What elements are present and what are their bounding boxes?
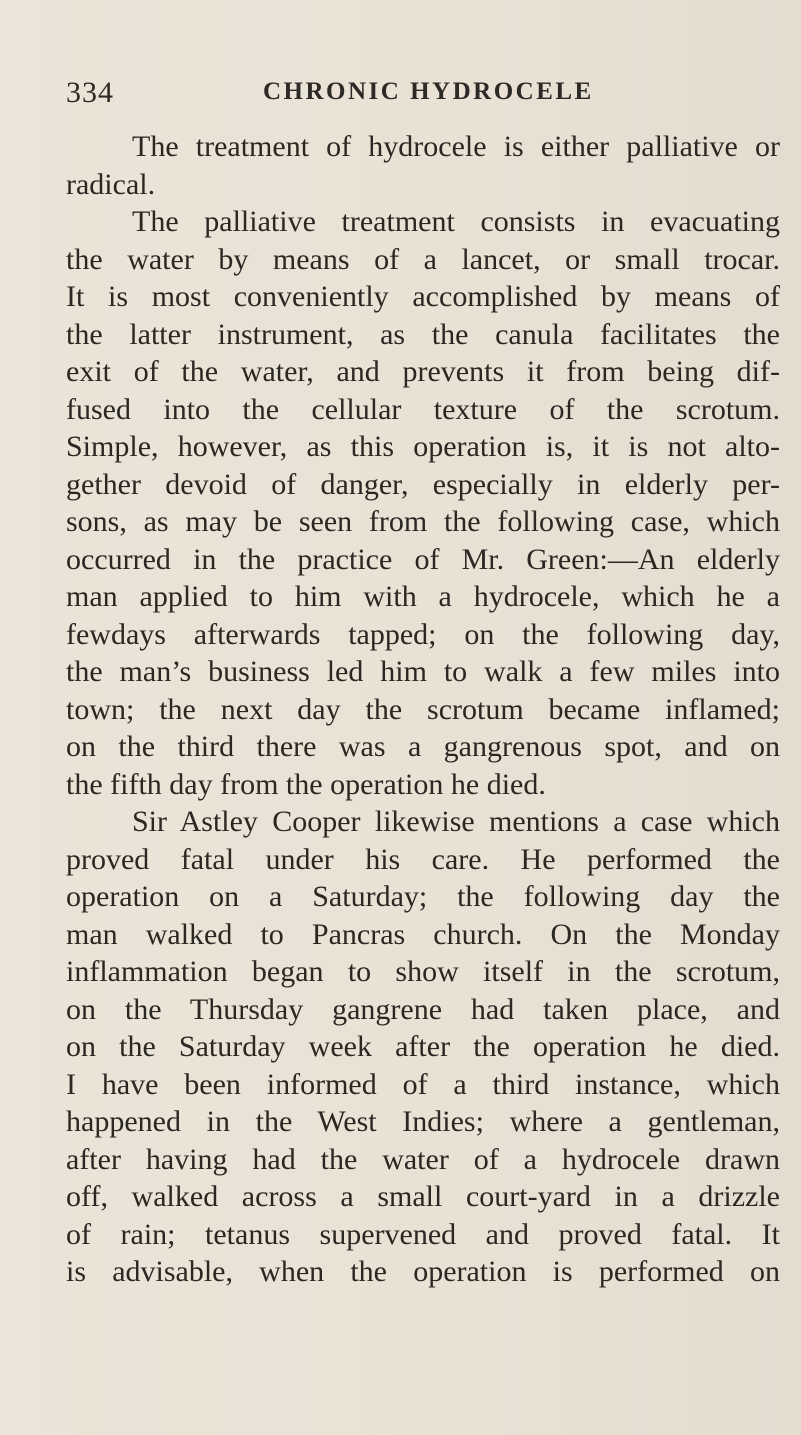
text-line: It is most conveniently accomplished by means of (66, 280, 780, 313)
page-number: 334 (66, 76, 114, 109)
text-line: the fifth day from the operation he died. (66, 767, 546, 801)
text-line: on the Thursday gangrene had taken place, and (66, 992, 780, 1026)
text-line: I have been informed of a third instance, which (66, 1067, 780, 1101)
text-line: the man’s business led him to walk a few miles into (66, 655, 780, 688)
text-line: radical. (66, 167, 156, 201)
text-line: operation on a Saturday; the following day the (66, 880, 780, 913)
text-line: on the Saturday week after the operation he died. (66, 1030, 780, 1063)
text-line: proved fatal under his care. He performed the (66, 842, 780, 876)
text-line: fewdays afterwards tapped; on the following day, (66, 617, 780, 651)
text-line: sons, as may be seen from the following case, which (66, 505, 780, 538)
text-line: man applied to him with a hydrocele, which he a (66, 580, 780, 613)
text-line: Sir Astley Cooper likewise mentions a case which (132, 805, 780, 838)
text-line: The palliative treatment consists in evacuating (132, 205, 780, 238)
text-line: after having had the water of a hydrocele drawn (66, 1142, 780, 1176)
text-line: The treatment of hydrocele is either palliative or (132, 130, 780, 163)
text-line: of rain; tetanus supervened and proved fatal. It (66, 1217, 780, 1251)
text-line: town; the next day the scrotum became inflamed; (66, 692, 780, 726)
text-line: fused into the cellular texture of the scrotum. (66, 392, 780, 426)
text-line: inflammation began to show itself in the scrotum, (66, 955, 780, 988)
text-line: occurred in the practice of Mr. Green:—An elderly (66, 542, 780, 576)
text-line: is advisable, when the operation is performed on (66, 1255, 780, 1288)
text-line: the latter instrument, as the canula facilitates the (66, 317, 780, 351)
running-title: CHRONIC HYDROCELE (263, 78, 594, 105)
text-line: Simple, however, as this operation is, it is not alto- (66, 430, 780, 463)
text-line: off, walked across a small court-yard in a drizzle (66, 1180, 780, 1213)
text-line: exit of the water, and prevents it from being dif- (66, 355, 780, 388)
text-line: gether devoid of danger, especially in elderly per- (66, 467, 780, 501)
text-line: the water by means of a lancet, or small trocar. (66, 242, 780, 276)
running-head (66, 76, 778, 116)
body-text (66, 128, 780, 1291)
text-line: man walked to Pancras church. On the Monday (66, 917, 780, 951)
text-line: happened in the West Indies; where a gentleman, (66, 1105, 780, 1138)
text-line: on the third there was a gangrenous spot, and on (66, 730, 780, 763)
